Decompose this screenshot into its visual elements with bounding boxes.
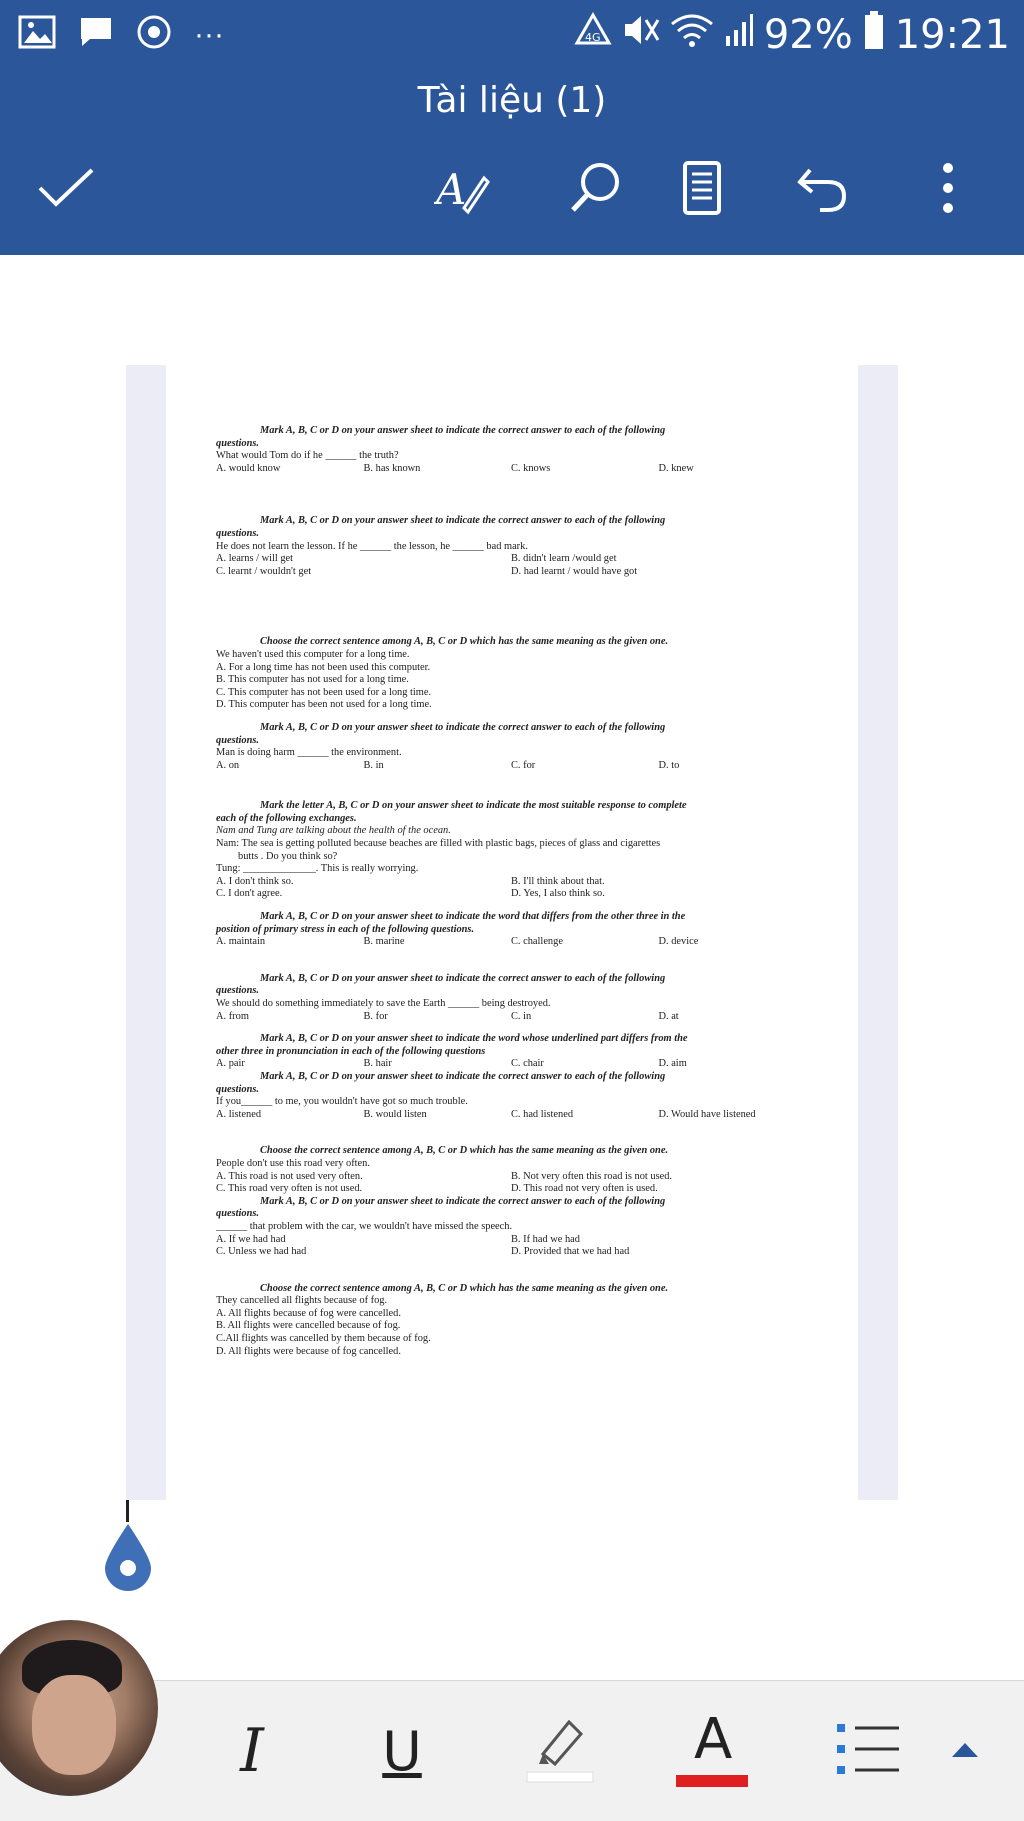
data-transfer-icon xyxy=(574,12,612,58)
question-stem: We should do something immediately to save the Earth ______ being destroyed. xyxy=(216,998,551,1009)
more-options-button[interactable] xyxy=(908,150,988,230)
option-c: C. knows xyxy=(511,462,551,474)
option-d: D. knew xyxy=(658,462,694,474)
question-instruction-cont: questions. xyxy=(216,1083,260,1095)
italic-label: I xyxy=(240,1716,264,1786)
more-vertical-icon xyxy=(938,160,958,221)
done-button[interactable] xyxy=(26,150,106,230)
question-stem: What would Tom do if he ______ the truth? xyxy=(216,450,399,462)
highlight-button[interactable] xyxy=(520,1711,600,1791)
option-b: B. for xyxy=(363,1010,388,1022)
option-a: A. I don't think so. xyxy=(216,875,294,887)
option-b: B. This computer has not used for a long time. xyxy=(216,674,409,686)
signal-icon xyxy=(724,12,754,58)
option-b: B. has known xyxy=(363,462,421,474)
option-d: D. Yes, I also think so. xyxy=(511,888,605,900)
question-instruction-cont: questions. xyxy=(216,1208,260,1220)
question-stem: People don't use this road very often. xyxy=(216,1157,370,1169)
option-a: A. from xyxy=(216,1010,249,1022)
italic-button[interactable] xyxy=(222,1711,282,1791)
option-d: D. Provided that we had had xyxy=(511,1246,630,1258)
font-color-bar xyxy=(676,1775,748,1787)
option-c: C. learnt / wouldn't get xyxy=(216,565,312,577)
option-a: A. This road is not used very often. xyxy=(216,1170,363,1182)
more-notifications-icon: ··· xyxy=(194,17,224,51)
svg-text:A: A xyxy=(436,164,467,214)
options-row xyxy=(216,888,806,901)
text-cursor xyxy=(126,1500,129,1522)
expand-up-icon xyxy=(950,1739,980,1764)
wifi-icon xyxy=(670,12,714,58)
question-instruction-cont: other three in pronunciation in each of the following questions xyxy=(216,1045,486,1057)
question-stem: Man is doing harm ______ the environment. xyxy=(216,747,402,759)
options-row xyxy=(216,1109,806,1122)
question-instruction: Mark A, B, C or D on your answer sheet to indicate the word whose underlined part differs from the xyxy=(260,1033,688,1045)
question-instruction-cont: questions. xyxy=(216,734,260,746)
underline-label: U xyxy=(382,1719,422,1783)
format-button[interactable] xyxy=(422,150,502,230)
option-b: B. If had we had xyxy=(511,1233,580,1245)
expand-toolbar-button[interactable] xyxy=(940,1711,990,1791)
status-bar xyxy=(0,0,1024,76)
clock: 19:21 xyxy=(894,12,1010,58)
options-row xyxy=(216,1058,806,1071)
options-row xyxy=(216,566,806,579)
question-instruction: Mark A, B, C or D on your answer sheet to indicate the correct answer to each of the following xyxy=(260,972,666,984)
search-icon xyxy=(568,160,624,221)
option-d: D. Would have listened xyxy=(658,1108,756,1120)
option-a: A. If we had had xyxy=(216,1233,286,1245)
dialogue-context: Nam and Tung are talking about the health of the ocean. xyxy=(216,825,451,837)
option-b: B. would listen xyxy=(363,1108,427,1120)
option-c: C. chair xyxy=(511,1058,544,1070)
bullet-list-icon xyxy=(833,1714,903,1789)
undo-button[interactable] xyxy=(782,150,862,230)
svg-text:4G: 4G xyxy=(584,31,601,44)
options-row xyxy=(216,1246,806,1259)
option-d: D. aim xyxy=(658,1058,687,1070)
option-c: C.All flights was cancelled by them because of fog. xyxy=(216,1333,431,1345)
option-a: A. For a long time has not been used this computer. xyxy=(216,661,431,673)
question-instruction: Mark A, B, C or D on your answer sheet to indicate the correct answer to each of the following xyxy=(260,1070,666,1082)
question-instruction: Choose the correct sentence among A, B, C or D which has the same meaning as the given one. xyxy=(260,636,669,648)
option-c: C. I don't agree. xyxy=(216,888,283,900)
option-d: D. device xyxy=(658,936,699,948)
option-a: A. on xyxy=(216,759,240,771)
question-instruction-cont: questions. xyxy=(216,437,260,449)
option-c: C. challenge xyxy=(511,936,563,948)
option-a: A. maintain xyxy=(216,936,266,948)
option-d: D. to xyxy=(658,759,680,771)
embedded-page-image xyxy=(126,365,898,1500)
option-d: D. This computer has been not used for a long time. xyxy=(216,699,432,711)
font-color-label: A xyxy=(694,1707,733,1772)
toolbar xyxy=(0,150,1024,230)
option-c: C. in xyxy=(511,1010,532,1022)
reading-view-icon xyxy=(682,160,722,221)
dialogue-line: Tung: ______________. This is really worrying. xyxy=(216,863,419,875)
option-a: A. listened xyxy=(216,1108,262,1120)
option-d: D. had learnt / would have got xyxy=(511,565,638,577)
document-canvas[interactable] xyxy=(0,255,1024,1675)
option-b: B. I'll think about that. xyxy=(511,875,605,887)
question-instruction: Choose the correct sentence among A, B, C or D which has the same meaning as the given one. xyxy=(260,1282,669,1294)
option-a: A. pair xyxy=(216,1058,245,1070)
option-d: D. This road not very often is used. xyxy=(511,1183,658,1195)
battery-icon xyxy=(863,10,885,60)
question-instruction: Mark A, B, C or D on your answer sheet to indicate the correct answer to each of the following xyxy=(260,1195,666,1207)
dialogue-line: butts . Do you think so? xyxy=(238,850,338,862)
document-title[interactable]: Tài liệu (1) xyxy=(417,80,607,121)
options-row xyxy=(216,876,806,889)
undo-icon xyxy=(794,160,850,221)
question-instruction: Mark A, B, C or D on your answer sheet to indicate the correct answer to each of the following xyxy=(260,721,666,733)
options-row xyxy=(216,1011,806,1024)
question-stem: They cancelled all flights because of fog. xyxy=(216,1295,388,1307)
options-row xyxy=(216,936,806,949)
underline-button[interactable] xyxy=(372,1711,432,1791)
question-stem: If you______ to me, you wouldn't have got so much trouble. xyxy=(216,1096,468,1108)
option-c: C. This computer has not been used for a long time. xyxy=(216,686,432,698)
page-margin-right xyxy=(858,365,898,1500)
options-row xyxy=(216,1183,806,1196)
options-row xyxy=(216,1234,806,1247)
app-header xyxy=(0,0,1024,255)
question-instruction: Mark A, B, C or D on your answer sheet to indicate the word that differs from the other three in the xyxy=(260,911,686,923)
chrome-icon xyxy=(136,14,172,55)
option-b: B. Not very often this road is not used. xyxy=(511,1170,673,1182)
font-color-swatch xyxy=(674,1707,750,1789)
font-color-button[interactable] xyxy=(672,1707,752,1791)
option-d: D. at xyxy=(658,1010,679,1022)
question-instruction: Mark the letter A, B, C or D on your answer sheet to indicate the most suitable response to complete xyxy=(260,800,687,812)
mute-icon xyxy=(622,12,660,58)
options-row xyxy=(216,1171,806,1184)
option-b: B. All flights were cancelled because of fog. xyxy=(216,1320,401,1332)
option-b: B. in xyxy=(363,759,384,771)
page-margin-left xyxy=(126,365,166,1500)
option-b: B. hair xyxy=(363,1058,392,1070)
options-row xyxy=(216,553,806,566)
options-row xyxy=(216,463,806,476)
options-row xyxy=(216,760,806,773)
question-stem: He does not learn the lesson. If he ______ the lesson, he ______ bad mark. xyxy=(216,540,528,552)
highlighter-icon xyxy=(525,1714,595,1789)
reading-view-button[interactable] xyxy=(662,150,742,230)
question-instruction-cont: position of primary stress in each of the following questions. xyxy=(216,923,475,935)
cursor-handle[interactable] xyxy=(101,1522,155,1597)
battery-percent: 92% xyxy=(763,12,853,58)
option-d: D. All flights were because of fog cancelled. xyxy=(216,1345,401,1357)
question-instruction: Mark A, B, C or D on your answer sheet to indicate the correct answer to each of the following xyxy=(260,425,666,436)
option-c: C. for xyxy=(511,759,536,771)
question-instruction: Choose the correct sentence among A, B, C or D which has the same meaning as the given one. xyxy=(260,1145,669,1157)
option-c: C. had listened xyxy=(511,1108,574,1120)
check-icon xyxy=(36,166,96,215)
bullets-button[interactable] xyxy=(828,1711,908,1791)
option-b: B. marine xyxy=(363,936,405,948)
option-a: A. All flights because of fog were cancelled. xyxy=(216,1307,401,1319)
question-instruction: Mark A, B, C or D on your answer sheet to indicate the correct answer to each of the following xyxy=(260,515,666,527)
question-stem: We haven't used this computer for a long time. xyxy=(216,648,410,660)
document-body xyxy=(216,425,806,1358)
search-button[interactable] xyxy=(556,150,636,230)
question-instruction-cont: each of the following exchanges. xyxy=(216,812,357,824)
message-icon xyxy=(78,15,114,54)
gallery-icon xyxy=(18,15,56,54)
question-instruction-cont: questions. xyxy=(216,985,260,997)
question-stem: ______ that problem with the car, we wouldn't have missed the speech. xyxy=(216,1220,513,1232)
option-c: C. This road very often is not used. xyxy=(216,1183,363,1195)
option-a: A. would know xyxy=(216,462,281,474)
question-instruction-cont: questions. xyxy=(216,527,260,539)
avatar-face xyxy=(32,1675,116,1775)
option-a: A. learns / will get xyxy=(216,553,294,565)
option-c: C. Unless we had had xyxy=(216,1246,307,1258)
format-pen-icon xyxy=(434,160,490,221)
dialogue-line: Nam: The sea is getting polluted because beaches are filled with plastic bags, pieces of glass and cigarettes xyxy=(216,838,661,850)
option-b: B. didn't learn /would get xyxy=(511,553,617,565)
